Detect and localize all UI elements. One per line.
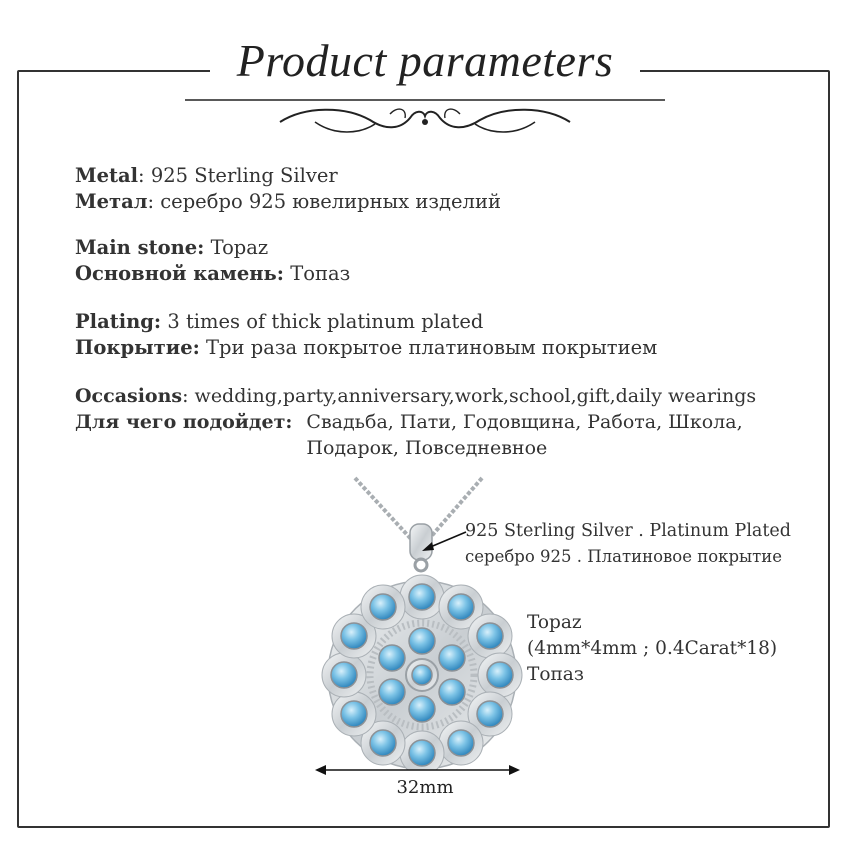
topaz-callout-en: Topaz <box>527 612 582 633</box>
topaz-callout <box>527 610 777 688</box>
spec-stone <box>75 235 350 287</box>
pendant-image <box>300 470 550 770</box>
spec-occasions-ru: Для чего подойдет: Свадьба, Пати, Годовщина, Работа, Школа, Подарок, Повседневное <box>75 411 743 459</box>
spec-stone-ru: Основной камень: Топаз <box>75 262 351 285</box>
flourish-ornament-icon <box>185 92 665 138</box>
spec-metal <box>75 163 501 215</box>
topaz-callout-ru: Топаз <box>527 664 584 685</box>
spec-metal-ru: Метал: серебро 925 ювелирных изделий <box>75 190 501 213</box>
page-title: Product parameters <box>236 35 614 86</box>
spec-plating <box>75 309 657 361</box>
spec-plating-en: Plating: 3 times of thick platinum plated <box>75 310 484 333</box>
silver-callout-arrow-icon <box>420 520 470 560</box>
silver-callout <box>465 519 791 569</box>
silver-callout-ru: серебро 925 . Платиновое покрытие <box>465 547 783 566</box>
topaz-callout-size: (4mm*4mm ; 0.4Carat*18) <box>527 638 778 659</box>
spec-occasions-en: Occasions: wedding,party,anniversary,work,school,gift,daily wearings <box>75 385 757 407</box>
silver-callout-en: 925 Sterling Silver . Platinum Plated <box>465 521 791 541</box>
spec-plating-ru: Покрытие: Три раза покрытое платиновым покрытием <box>75 336 658 359</box>
dimension-label: 32mm <box>396 777 454 798</box>
spec-occasions <box>75 383 786 461</box>
spec-metal-en: Metal: 925 Sterling Silver <box>75 164 338 187</box>
spec-stone-en: Main stone: Topaz <box>75 236 269 259</box>
